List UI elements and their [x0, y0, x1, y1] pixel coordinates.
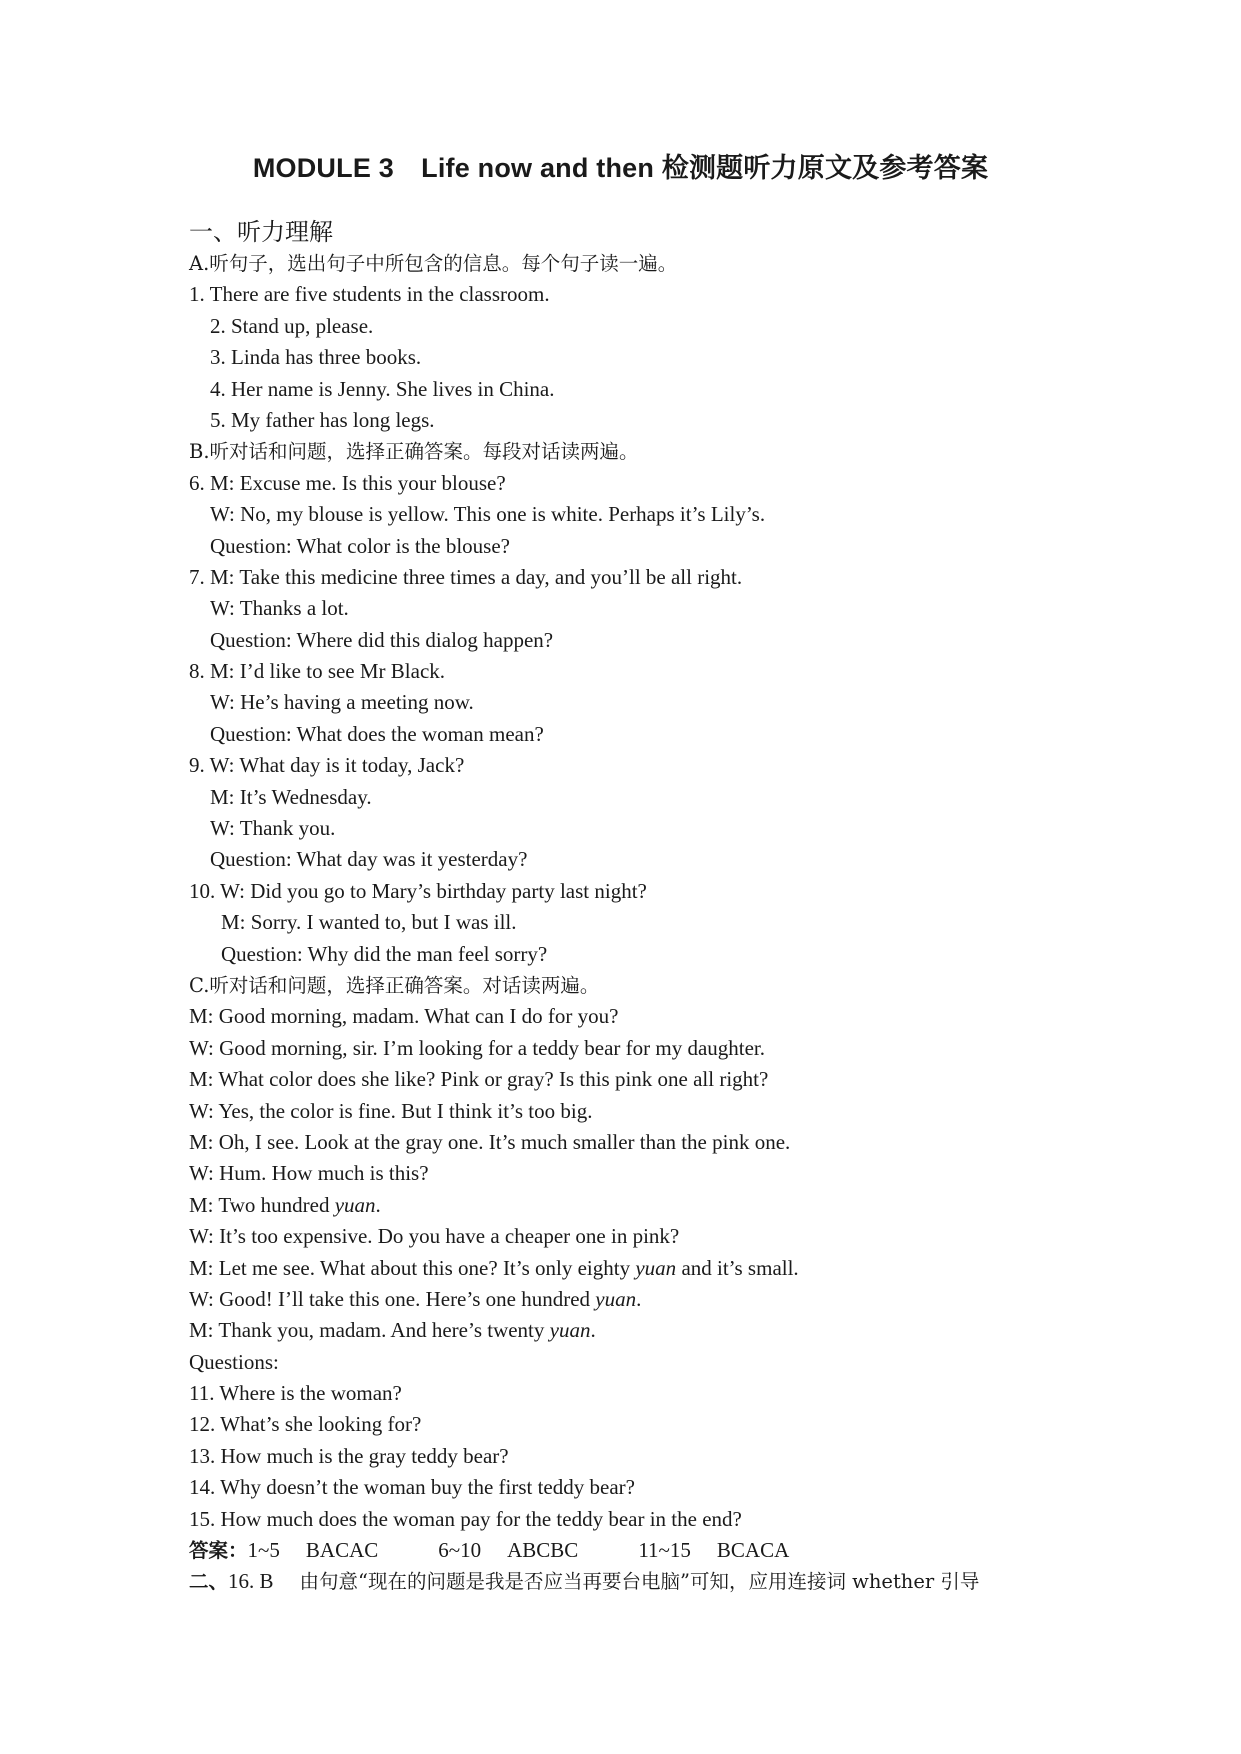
part-a-item: 5. My father has long legs. [210, 407, 435, 432]
answer-letters: BCACA [716, 1538, 790, 1563]
dialog-line: W: Hum. How much is this? [189, 1161, 429, 1186]
section-heading-listening: 一、听力理解 [189, 218, 333, 246]
dialog-text: M: Let me see. What about this one? It’s only eighty [189, 1255, 636, 1280]
dialog-line: W: It’s too expensive. Do you have a cheaper one in pink? [189, 1224, 680, 1249]
part-a-item: 3. Linda has three books. [210, 345, 422, 370]
question-line: Question: What day was it yesterday? [210, 847, 528, 872]
question-line: Question: Where did this dialog happen? [210, 627, 554, 652]
question-line: Question: Why did the man feel sorry? [221, 941, 548, 966]
answer-key [189, 1535, 1089, 1566]
currency-word: yuan [635, 1255, 677, 1280]
dialog-text: M: Thank you, madam. And here’s twenty [189, 1318, 550, 1343]
dialog-line: M: Sorry. I wanted to, but I was ill. [221, 910, 517, 935]
document-body [189, 248, 1089, 1598]
question-item: 14. Why doesn’t the woman buy the first teddy bear? [189, 1475, 635, 1500]
dialog-line [189, 1284, 1089, 1315]
dialog-line [189, 1315, 1089, 1346]
document-title: MODULE 3 Life now and then 检测题听力原文及参考答案 [252, 153, 989, 183]
dialog-line: W: Yes, the color is fine. But I think it’s too big. [189, 1098, 593, 1123]
questions-label: Questions: [189, 1349, 279, 1374]
answer-letters: BACAC [305, 1538, 379, 1563]
part-two-item: 16. B [228, 1569, 274, 1594]
dialog-line: W: Thank you. [210, 816, 336, 841]
currency-word: yuan [595, 1286, 637, 1311]
part-c-instruction: C.听对话和问题，选择正确答案。对话读两遍。 [189, 973, 600, 997]
question-item: 13. How much is the gray teddy bear? [189, 1443, 509, 1468]
answer-range: 11~15 [638, 1538, 691, 1563]
part-two-line [189, 1566, 1089, 1597]
dialog-line: 8. M: I’d like to see Mr Black. [189, 659, 446, 684]
question-item: 15. How much does the woman pay for the teddy bear in the end? [189, 1506, 742, 1531]
dialog-text: M: Two hundred [189, 1192, 335, 1217]
answer-letters: ABCBC [507, 1538, 579, 1563]
question-line: Question: What color is the blouse? [210, 533, 510, 558]
part-b-instruction: B.听对话和问题，选择正确答案。每段对话读两遍。 [189, 440, 639, 464]
dialog-text: . [636, 1286, 642, 1311]
question-item: 11. Where is the woman? [189, 1381, 402, 1406]
part-a-item: 4. Her name is Jenny. She lives in China. [210, 376, 555, 401]
part-a-item: 1. There are five students in the classroom. [189, 282, 550, 307]
dialog-line [189, 1253, 1089, 1284]
dialog-line: W: He’s having a meeting now. [210, 690, 474, 715]
part-two-label: 二、 [189, 1570, 229, 1594]
dialog-line: W: No, my blouse is yellow. This one is white. Perhaps it’s Lily’s. [210, 502, 766, 527]
question-item: 12. What’s she looking for? [189, 1412, 422, 1437]
dialog-line: M: It’s Wednesday. [210, 784, 372, 809]
dialog-line [189, 1190, 1089, 1221]
currency-word: yuan [549, 1318, 591, 1343]
dialog-text: . [590, 1318, 596, 1343]
dialog-line: 6. M: Excuse me. Is this your blouse? [189, 470, 506, 495]
currency-word: yuan [334, 1192, 376, 1217]
dialog-text: . [375, 1192, 381, 1217]
question-line: Question: What does the woman mean? [210, 721, 544, 746]
answer-range: 1~5 [247, 1538, 280, 1563]
dialog-line: 10. W: Did you go to Mary’s birthday party last night? [189, 878, 647, 903]
dialog-line: M: Oh, I see. Look at the gray one. It’s much smaller than the pink one. [189, 1129, 791, 1154]
dialog-line: W: Good morning, sir. I’m looking for a teddy bear for my daughter. [189, 1035, 766, 1060]
part-a-item: 2. Stand up, please. [210, 313, 374, 338]
dialog-line: M: What color does she like? Pink or gray? Is this pink one all right? [189, 1067, 769, 1092]
dialog-line: W: Thanks a lot. [210, 596, 349, 621]
dialog-line: 7. M: Take this medicine three times a day, and you’ll be all right. [189, 564, 743, 589]
dialog-text: and it’s small. [676, 1255, 799, 1280]
part-a-instruction: A.听句子，选出句子中所包含的信息。每个句子读一遍。 [189, 252, 678, 275]
part-two-explanation: 由句意“现在的问题是我是否应当再要台电脑”可知，应用连接词 whether 引导 [299, 1570, 980, 1594]
dialog-line: M: Good morning, madam. What can I do for you? [189, 1004, 619, 1029]
dialog-line: 9. W: What day is it today, Jack? [189, 753, 465, 778]
dialog-text: W: Good! I’ll take this one. Here’s one hundred [189, 1286, 596, 1311]
answer-range: 6~10 [438, 1538, 482, 1563]
answer-label: 答案： [189, 1539, 248, 1563]
